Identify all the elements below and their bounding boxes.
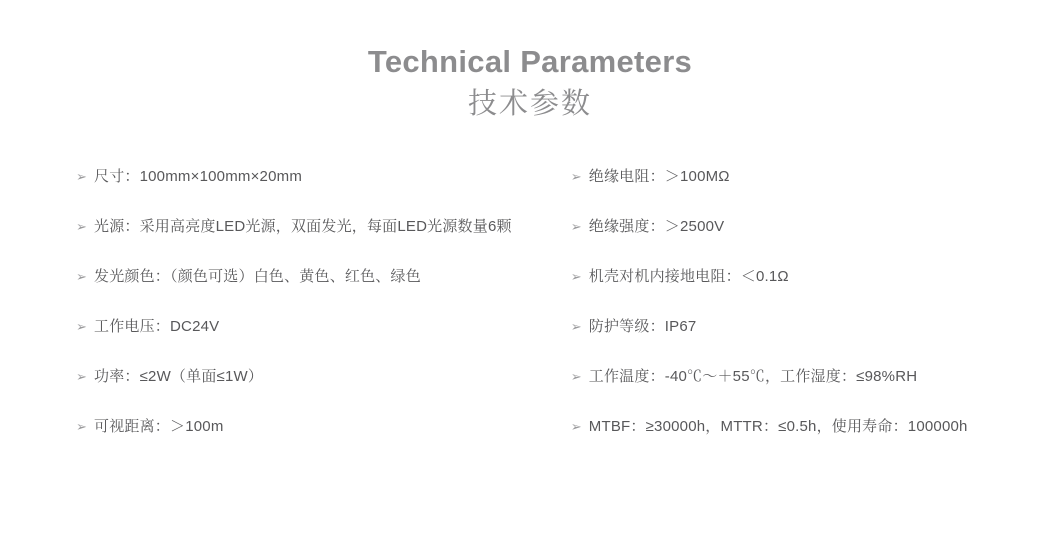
list-item (571, 165, 988, 188)
arrow-bullet-icon: ➢ (570, 219, 582, 235)
spec-text: 机壳对机内接地电阻：＜0.1Ω (588, 268, 789, 286)
arrow-bullet-icon: ➢ (76, 219, 87, 235)
list-item (571, 315, 988, 338)
list-item (571, 365, 988, 388)
spec-text: 功率：≤2W（单面≤1W） (94, 368, 264, 386)
spec-text: 光源：采用高亮度LED光源，双面发光，每面LED光源数量6颗 (94, 218, 512, 236)
list-item (76, 215, 538, 238)
specs-column-right (556, 165, 988, 465)
specs-columns (0, 165, 1060, 465)
list-item (76, 315, 538, 338)
arrow-bullet-icon: ➢ (570, 419, 582, 435)
spec-text: 工作温度：-40℃～＋55℃，工作湿度：≤98%RH (588, 368, 918, 386)
specs-column-left (76, 165, 556, 465)
title-chinese: 技术参数 (467, 87, 592, 120)
spec-text: 防护等级：IP67 (588, 318, 697, 336)
arrow-bullet-icon: ➢ (570, 319, 582, 335)
spec-text: 绝缘电阻：＞100MΩ (588, 168, 730, 186)
arrow-bullet-icon: ➢ (76, 419, 87, 435)
list-item (76, 415, 538, 438)
arrow-bullet-icon: ➢ (570, 269, 582, 285)
spec-text: 绝缘强度：＞2500V (588, 218, 725, 236)
arrow-bullet-icon: ➢ (76, 169, 87, 185)
arrow-bullet-icon: ➢ (76, 369, 87, 385)
spec-text: 工作电压：DC24V (94, 318, 220, 336)
page-title (0, 0, 1060, 123)
list-item (571, 215, 988, 238)
arrow-bullet-icon: ➢ (76, 319, 87, 335)
spec-text: 可视距离：＞100m (94, 418, 224, 436)
arrow-bullet-icon: ➢ (76, 269, 87, 285)
spec-text: 尺寸：100mm×100mm×20mm (94, 168, 303, 186)
list-item (571, 415, 988, 438)
arrow-bullet-icon: ➢ (570, 369, 582, 385)
title-english: Technical Parameters (367, 44, 693, 79)
list-item (76, 365, 538, 388)
list-item (76, 165, 538, 188)
arrow-bullet-icon: ➢ (570, 169, 582, 185)
list-item (571, 265, 988, 288)
list-item (76, 265, 538, 288)
spec-text: 发光颜色：（颜色可选）白色、黄色、红色、绿色 (94, 268, 421, 286)
spec-text: MTBF：≥30000h，MTTR：≤0.5h，使用寿命：100000h (588, 418, 968, 436)
